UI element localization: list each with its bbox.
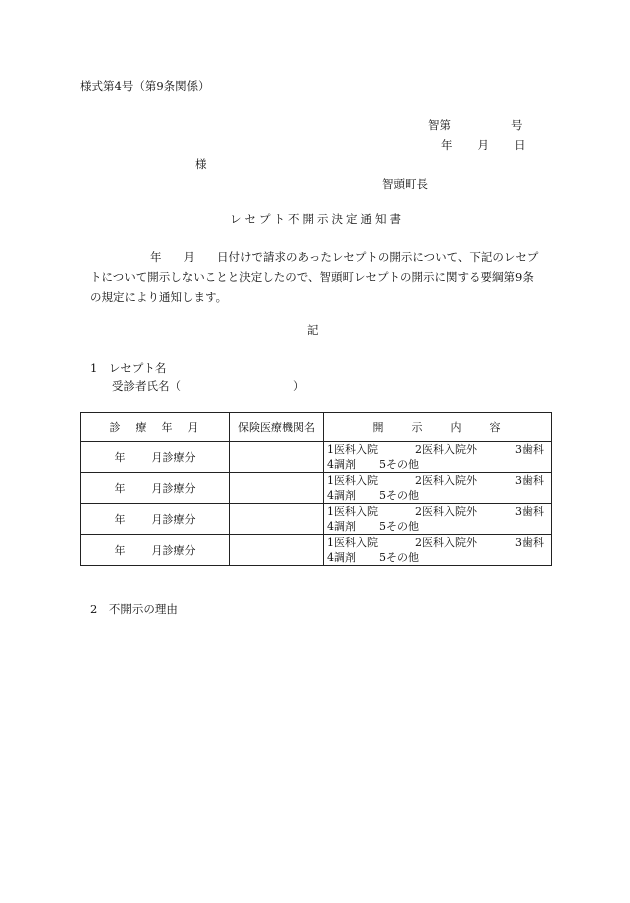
institution-cell[interactable] bbox=[230, 473, 324, 504]
body-year: 年 bbox=[150, 250, 162, 264]
body-paragraph bbox=[90, 247, 554, 307]
section-2-heading: 2 不開示の理由 bbox=[90, 602, 178, 616]
form-number: 様式第4号（第9条関係） bbox=[80, 79, 210, 93]
option-inpatient: 1医科入院 bbox=[327, 474, 378, 487]
treatment-month-cell[interactable] bbox=[81, 442, 230, 473]
option-inpatient: 1医科入院 bbox=[327, 443, 378, 456]
institution-cell[interactable] bbox=[230, 535, 324, 566]
option-outpatient: 2医科入院外 bbox=[415, 443, 477, 456]
header-treatment-month: 診 療 年 月 bbox=[81, 413, 230, 442]
document-title: レセプト不開示決定通知書 bbox=[230, 212, 404, 226]
option-other: 5その他 bbox=[379, 489, 419, 502]
row-month-label: 月診療分 bbox=[151, 544, 196, 557]
option-outpatient: 2医科入院外 bbox=[415, 474, 477, 487]
body-line-2: トについて開示しないことと決定したので、智頭町レセプトの開示に関する要綱第9条 bbox=[90, 270, 534, 284]
disclosure-content-cell[interactable] bbox=[324, 442, 552, 473]
row-month-label: 月診療分 bbox=[151, 451, 196, 464]
body-month: 月 bbox=[183, 250, 195, 264]
section-1-heading: 1 レセプト名 bbox=[90, 361, 167, 375]
issue-date bbox=[441, 138, 526, 152]
disclosure-content-cell[interactable] bbox=[324, 473, 552, 504]
date-day: 日 bbox=[514, 138, 526, 152]
receipt-table bbox=[80, 412, 552, 566]
doc-no-prefix: 智第 bbox=[428, 118, 451, 132]
institution-cell[interactable] bbox=[230, 504, 324, 535]
row-year: 年 bbox=[114, 544, 126, 557]
treatment-month-cell[interactable] bbox=[81, 473, 230, 504]
option-dispensing: 4調剤 bbox=[327, 520, 356, 533]
patient-name-label: 受診者氏名（ bbox=[112, 379, 181, 393]
option-dental: 3歯科 bbox=[515, 536, 544, 549]
table-row bbox=[81, 535, 552, 566]
treatment-month-cell[interactable] bbox=[81, 535, 230, 566]
option-dispensing: 4調剤 bbox=[327, 551, 356, 564]
option-dental: 3歯科 bbox=[515, 505, 544, 518]
body-line-3: の規定により通知します。 bbox=[90, 290, 228, 304]
option-outpatient: 2医科入院外 bbox=[415, 536, 477, 549]
table-row bbox=[81, 473, 552, 504]
row-year: 年 bbox=[114, 451, 126, 464]
option-dispensing: 4調剤 bbox=[327, 489, 356, 502]
option-other: 5その他 bbox=[379, 520, 419, 533]
table-row bbox=[81, 442, 552, 473]
header-disclosure-content: 開 示 内 容 bbox=[324, 413, 552, 442]
disclosure-content-cell[interactable] bbox=[324, 504, 552, 535]
option-dispensing: 4調剤 bbox=[327, 458, 356, 471]
ki-label: 記 bbox=[307, 323, 319, 337]
header-institution: 保険医療機関名 bbox=[230, 413, 324, 442]
addressee-suffix: 様 bbox=[195, 157, 207, 171]
date-year: 年 bbox=[441, 138, 453, 152]
institution-cell[interactable] bbox=[230, 442, 324, 473]
doc-no-suffix: 号 bbox=[511, 118, 523, 132]
row-year: 年 bbox=[114, 513, 126, 526]
date-month: 月 bbox=[477, 138, 489, 152]
issuer-name: 智頭町長 bbox=[382, 177, 428, 191]
body-line1-rest: 日付けで請求のあったレセプトの開示について、下記のレセプ bbox=[217, 250, 539, 264]
patient-name-field bbox=[112, 379, 305, 393]
row-month-label: 月診療分 bbox=[151, 482, 196, 495]
document-number bbox=[428, 118, 523, 132]
table-header-row bbox=[81, 413, 552, 442]
patient-name-close: ） bbox=[293, 379, 305, 393]
disclosure-content-cell[interactable] bbox=[324, 535, 552, 566]
option-outpatient: 2医科入院外 bbox=[415, 505, 477, 518]
body-line-1 bbox=[90, 247, 554, 267]
row-year: 年 bbox=[114, 482, 126, 495]
option-dental: 3歯科 bbox=[515, 443, 544, 456]
option-inpatient: 1医科入院 bbox=[327, 536, 378, 549]
option-inpatient: 1医科入院 bbox=[327, 505, 378, 518]
option-other: 5その他 bbox=[379, 551, 419, 564]
option-dental: 3歯科 bbox=[515, 474, 544, 487]
treatment-month-cell[interactable] bbox=[81, 504, 230, 535]
option-other: 5その他 bbox=[379, 458, 419, 471]
row-month-label: 月診療分 bbox=[151, 513, 196, 526]
table-row bbox=[81, 504, 552, 535]
